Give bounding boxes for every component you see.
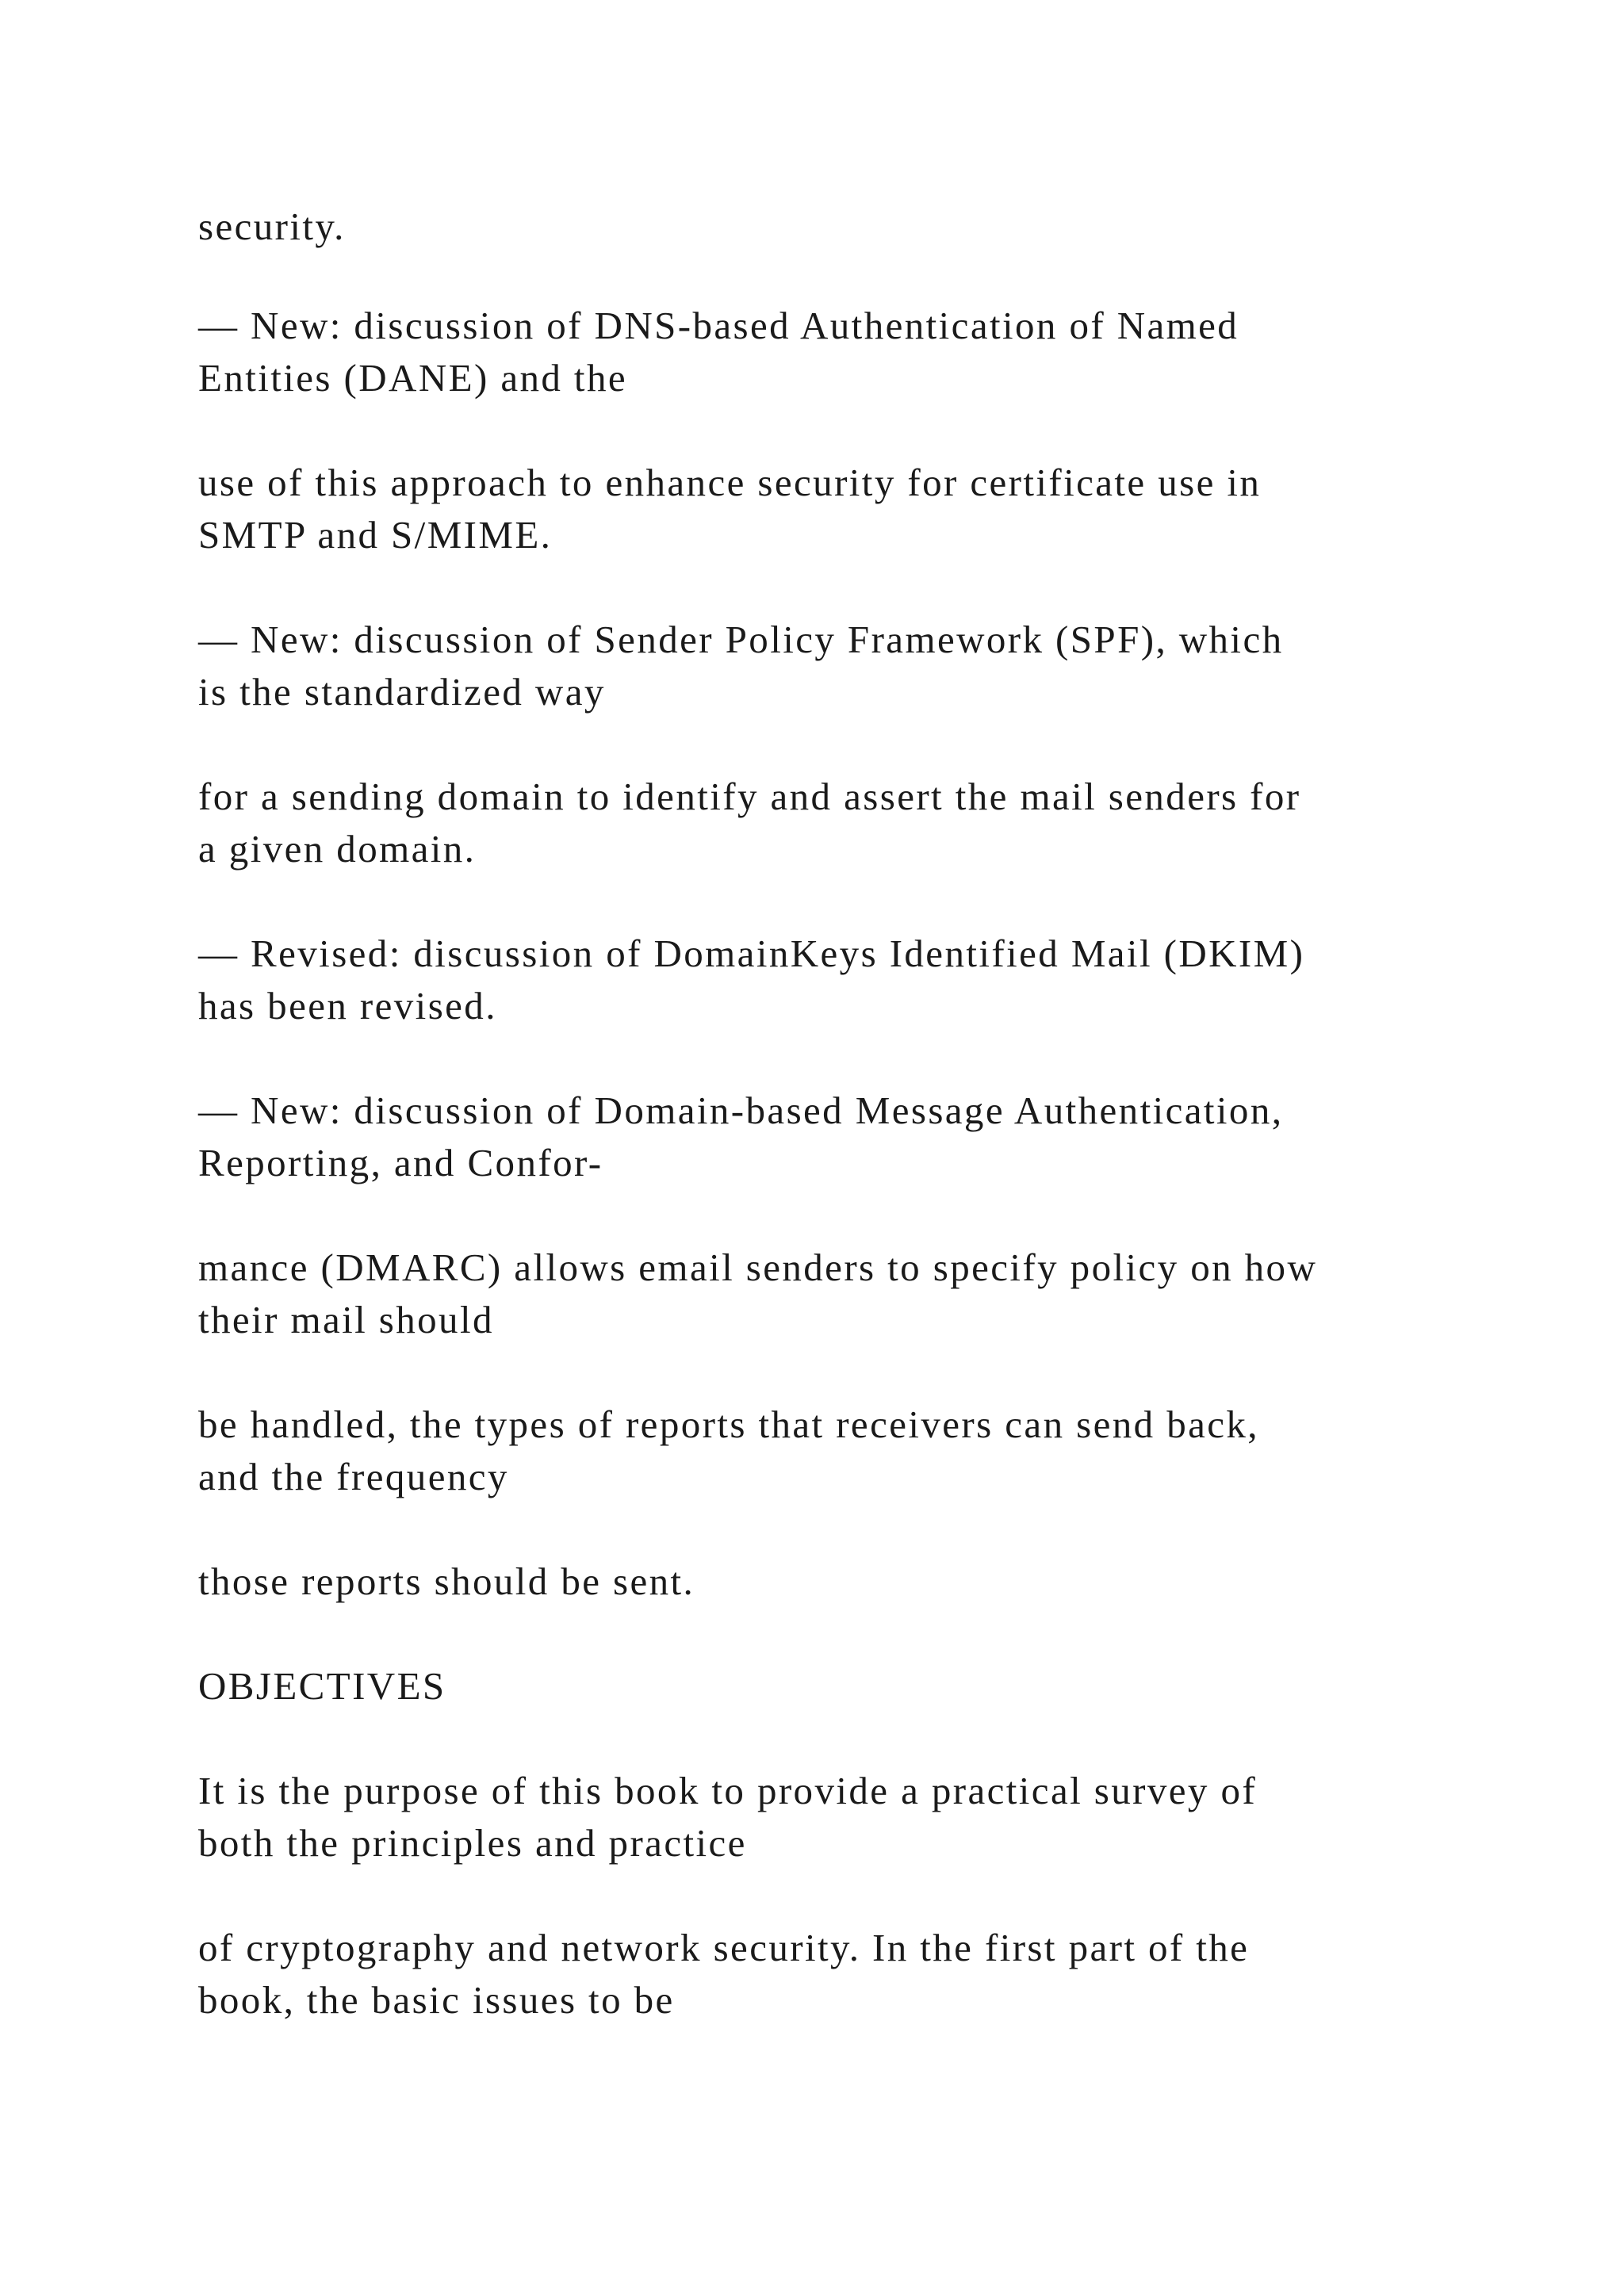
text-line: book, the basic issues to be [198,1978,675,2022]
text-line: Entities (DANE) and the [198,356,627,400]
paragraph-dmarc-policy [198,1242,1499,1346]
paragraph-dmarc [198,1085,1499,1189]
text-line: — New: discussion of DNS-based Authentication of Named [198,304,1239,347]
section-heading-objectives [198,1660,1499,1712]
paragraph-spf-detail [198,771,1499,875]
paragraph-dmarc-reports [198,1399,1499,1503]
text-line: It is the purpose of this book to provide a practical survey of [198,1769,1258,1812]
text-line: those reports should be sent. [198,1559,695,1603]
heading-text: OBJECTIVES [198,1664,446,1708]
text-line: — Revised: discussion of DomainKeys Identified Mail (DKIM) [198,932,1305,975]
text-line: and the frequency [198,1455,509,1498]
text-line: — New: discussion of Sender Policy Framework (SPF), which [198,618,1284,661]
text-line: their mail should [198,1298,494,1341]
text-line: both the principles and practice [198,1821,747,1865]
text-line: be handled, the types of reports that receivers can send back, [198,1402,1259,1446]
paragraph-reports-sent [198,1556,1499,1608]
text-line: SMTP and S/MIME. [198,513,553,557]
text-line: — New: discussion of Domain-based Message Authentication, [198,1089,1284,1132]
paragraph-dane-use [198,457,1499,561]
paragraph-security [198,201,1499,253]
text-line: of cryptography and network security. In the first part of the [198,1926,1250,1969]
paragraph-cryptography [198,1922,1499,2026]
text-line: a given domain. [198,827,477,871]
text-line: for a sending domain to identify and assert the mail senders for [198,775,1301,818]
paragraph-dkim [198,928,1499,1032]
text-line: mance (DMARC) allows email senders to specify policy on how [198,1246,1318,1289]
text-line: has been revised. [198,984,497,1027]
text-line: use of this approach to enhance security for certificate use in [198,461,1262,504]
text-line: Reporting, and Confor- [198,1141,603,1184]
paragraph-dane [198,300,1499,404]
text-line: security. [198,205,346,248]
paragraph-spf [198,614,1499,718]
paragraph-purpose [198,1765,1499,1869]
text-line: is the standardized way [198,670,606,714]
